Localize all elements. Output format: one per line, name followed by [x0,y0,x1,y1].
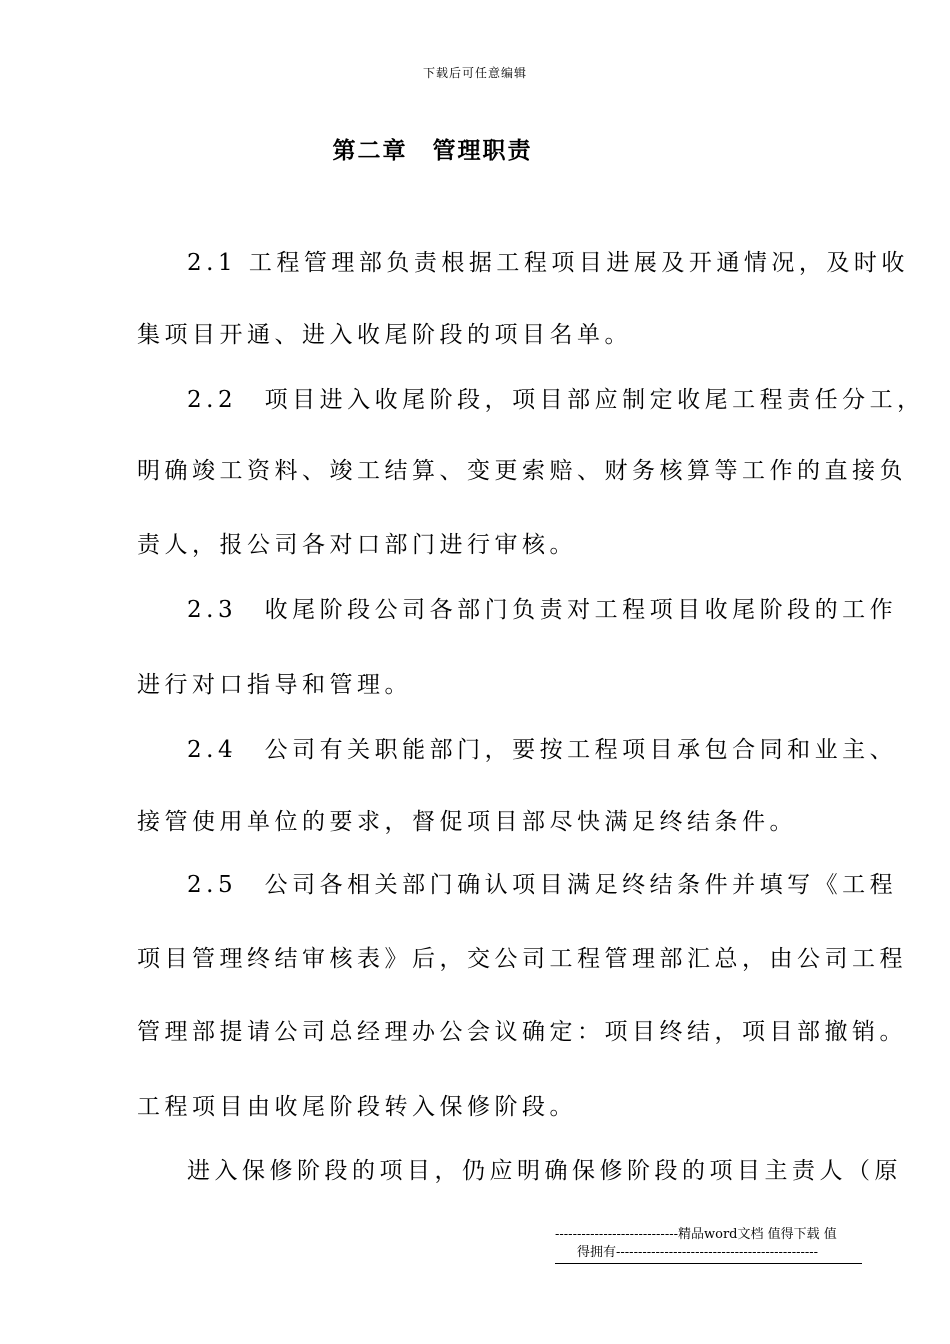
footer-line-2: 得拥有---------------------------------------------- [577,1245,819,1260]
paragraph-2-2-line-1: 2.2 项目进入收尾阶段，项目部应制定收尾工程责任分工， [187,387,925,413]
chapter-title: 第二章 管理职责 [332,137,533,164]
paragraph-2-1-line-1: 2.1 工程管理部负责根据工程项目进展及开通情况，及时收 [187,250,909,276]
paragraph-2-2-line-3: 责人，报公司各对口部门进行审核。 [137,532,577,558]
paragraph-2-3-line-2: 进行对口指导和管理。 [137,672,412,698]
paragraph-2-4-line-1: 2.4 公司有关职能部门，要按工程项目承包合同和业主、 [187,737,898,763]
paragraph-2-1-line-2: 集项目开通、进入收尾阶段的项目名单。 [137,322,632,348]
paragraph-2-5-line-4: 工程项目由收尾阶段转入保修阶段。 [137,1094,577,1120]
paragraph-2-4-line-2: 接管使用单位的要求，督促项目部尽快满足终结条件。 [137,809,797,835]
page-footer [555,1226,862,1262]
paragraph-2-5-line-1: 2.5 公司各相关部门确认项目满足终结条件并填写《工程 [187,872,898,898]
paragraph-warranty-line-1: 进入保修阶段的项目，仍应明确保修阶段的项目主责人（原 [187,1158,902,1184]
paragraph-2-5-line-3: 管理部提请公司总经理办公会议确定：项目终结，项目部撤销。 [137,1019,907,1045]
paragraph-2-3-line-1: 2.3 收尾阶段公司各部门负责对工程项目收尾阶段的工作 [187,597,898,623]
footer-rule [555,1263,862,1264]
footer-line-1: ----------------------------精品word文档 值得下载 值 [555,1227,837,1242]
paragraph-2-2-line-2: 明确竣工资料、竣工结算、变更索赔、财务核算等工作的直接负 [137,458,907,484]
paragraph-2-5-line-2: 项目管理终结审核表》后，交公司工程管理部汇总，由公司工程 [137,946,907,972]
page-header: 下载后可任意编辑 [422,66,527,80]
